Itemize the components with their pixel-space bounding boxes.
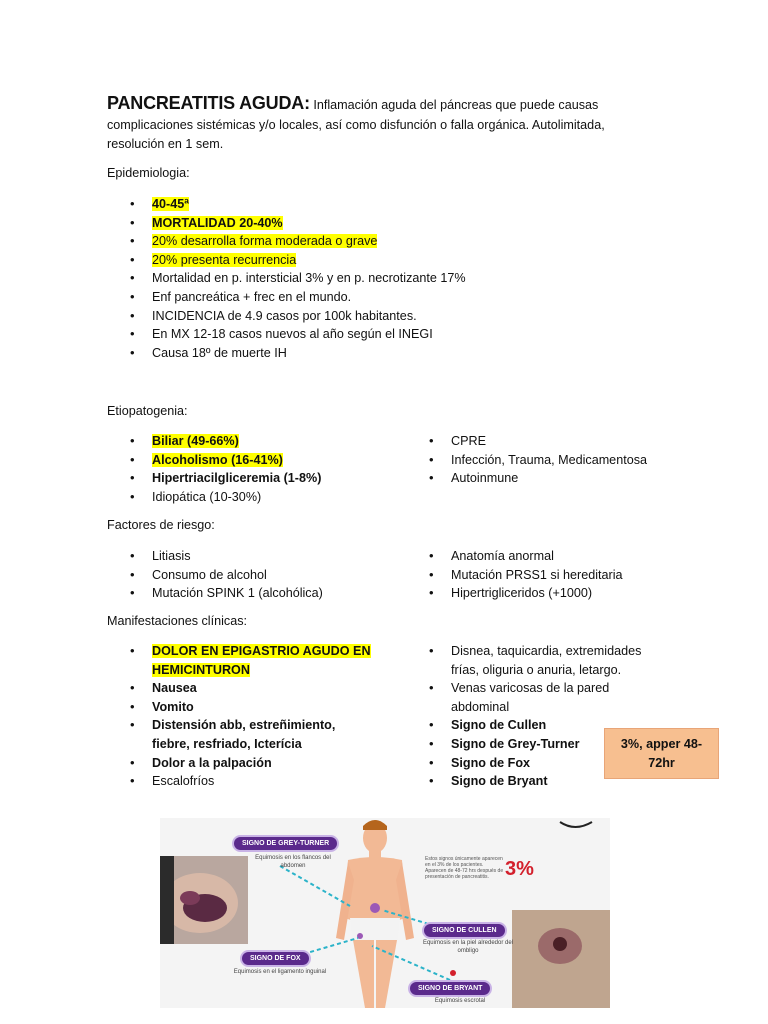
list-item: • Mortalidad en p. intersticial 3% y en p. necrotizante 17% [107,269,587,288]
figure-note: Estos signos únicamente aparecen en el 3% de los pacientes. Aparecen de 48-72 hrs después de presentación de pancreatitis. [425,856,504,880]
bryant-label: SIGNO DE BRYANT [408,980,492,997]
epidemiologia-heading: Epidemiologia: [107,166,190,180]
list-item: • Signo de Bryant [406,772,656,791]
list-item: • MORTALIDAD 20-40% [107,214,587,233]
list-item: • 40-45ª [107,195,587,214]
list-item: • En MX 12-18 casos nuevos al año según el INEGI [107,325,587,344]
etiopatogenia-heading: Etiopatogenia: [107,404,188,418]
figure-percent: 3% [505,858,534,880]
list-item: • Venas varicosas de la pared abdominal [406,679,656,716]
list-item: • Dolor a la palpación [107,754,372,773]
list-item: • Causa 18º de muerte IH [107,344,587,363]
corner-mark [560,822,592,827]
list-item: • Nausea [107,679,372,698]
list-item: • 20% presenta recurrencia [107,251,587,270]
list-item: • Litiasis [107,547,407,566]
human-figure [336,820,414,1008]
fox-label: SIGNO DE FOX [240,950,311,967]
document-title: PANCREATITIS AGUDA: [107,93,310,113]
list-item: • Consumo de alcohol [107,566,407,585]
factores-left-list [107,547,407,603]
etiopatogenia-left-list [107,432,407,506]
list-item: • Signo de Cullen [406,716,656,735]
list-item: • Hipertriacilgliceremia (1-8%) [107,469,407,488]
list-item: • CPRE [406,432,706,451]
list-item: • DOLOR EN EPIGASTRIO AGUDO EN HEMICINTURON [107,642,372,679]
definition-text: Inflamación aguda del páncreas que puede causas complicaciones sistémicas y/o locales, así como disfunción o falla orgánica. Autolimitada, resolución en 1 sem. [107,98,605,151]
list-item: • Infección, Trauma, Medicamentosa [406,451,706,470]
list-item: • Signo de Fox [406,754,656,773]
list-item: • Biliar (49-66%) [107,432,407,451]
list-item: • Alcoholismo (16-41%) [107,451,407,470]
list-item: • Anatomía anormal [406,547,706,566]
list-item: • Disnea, taquicardia, extremidades frías, oliguria o anuria, letargo. [406,642,656,679]
list-item: • Escalofríos [107,772,372,791]
intro-paragraph [107,94,607,155]
epidemiologia-list [107,195,587,362]
manifestaciones-heading: Manifestaciones clínicas: [107,614,247,628]
callout-box: 3%, apper 48-72hr [604,728,719,779]
list-item: • Autoinmune [406,469,706,488]
list-item: • Mutación SPINK 1 (alcohólica) [107,584,407,603]
cullen-photo [512,910,610,1008]
list-item: • Signo de Grey-Turner [406,735,656,754]
etiopatogenia-right-list [406,432,706,488]
cullen-caption: Equimosis en la piel alrededor del ombligo [422,940,514,954]
list-item: • INCIDENCIA de 4.9 casos por 100k habitantes. [107,307,587,326]
cullen-label: SIGNO DE CULLEN [422,922,507,939]
grey-turner-caption: Equimosis en los flancos del abdomen [255,855,331,869]
manifestaciones-left-list [107,642,372,791]
grey-turner-label: SIGNO DE GREY-TURNER [232,835,339,852]
figure-illustration [160,818,610,1008]
bryant-caption: Equimosis escrotal [434,998,486,1004]
list-item: • Enf pancreática + frec en el mundo. [107,288,587,307]
factores-heading: Factores de riesgo: [107,518,215,532]
list-item: • Vomito [107,698,372,717]
list-item: • 20% desarrolla forma moderada o grave [107,232,587,251]
list-item: • Idiopática (10-30%) [107,488,407,507]
signs-figure [160,818,610,1008]
grey-turner-photo [160,856,248,944]
grey-turner-arrow [280,866,350,906]
bryant-marker [450,970,456,976]
list-item: • Distensión abb, estreñimiento, fiebre, resfriado, Icterícia [107,716,372,753]
fox-caption: Equimosis en el ligamento inguinal [233,969,327,975]
factores-right-list [406,547,706,603]
list-item: • Hipertrigliceridos (+1000) [406,584,706,603]
list-item: • Mutación PRSS1 si hereditaria [406,566,706,585]
